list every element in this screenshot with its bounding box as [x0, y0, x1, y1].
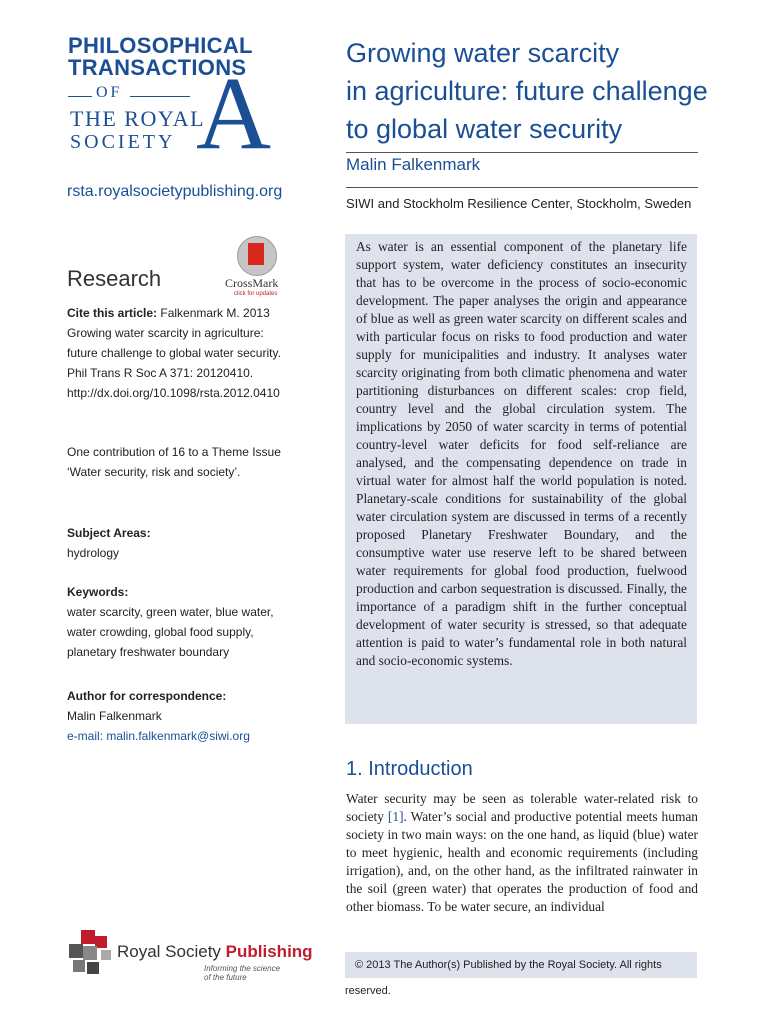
publisher-tagline — [204, 964, 280, 982]
intro-text-part: . Water’s social and productive potential meets human society in two main ways: on the one hand, as liquid (blue) water to meet hygienic, health and economic requirements (including irrigation), and, on the other hand, as the infiltrated rainwater in the soil (green water) that operates the production of food and other biomass. To be water secure, an individual — [346, 809, 698, 914]
citation-label: Cite this article: — [67, 306, 158, 320]
article-title-line: to global water security — [346, 114, 623, 144]
correspondence-email-link[interactable]: e-mail: malin.falkenmark@siwi.org — [67, 729, 250, 743]
copyright-bar — [345, 952, 697, 997]
journal-url-link[interactable]: rsta.royalsocietypublishing.org — [67, 183, 283, 200]
publisher-tagline-line: Informing the science — [204, 964, 281, 973]
crossmark-badge[interactable] — [217, 236, 297, 304]
correspondence-label: Author for correspondence: — [67, 689, 227, 703]
subject-areas-value: hydrology — [67, 546, 120, 560]
royal-society-publishing-logo-icon — [67, 928, 117, 978]
theme-issue-note: One contribution of 16 to a Theme Issue ‘Water security, risk and society’. — [67, 445, 281, 479]
keywords-block — [67, 582, 297, 662]
doi-link[interactable]: http://dx.doi.org/10.1098/rsta.2012.0410 — [67, 386, 280, 400]
intro-text-part: Water security may be seen as tolerable water-related risk to society — [346, 791, 698, 824]
author-affiliation: SIWI and Stockholm Resilience Center, Stockholm, Sweden — [346, 196, 692, 211]
reference-link[interactable]: [1] — [387, 809, 404, 824]
correspondence-block — [67, 686, 297, 746]
crossmark-sublabel: click for updates — [234, 291, 278, 297]
journal-series-letter: A — [196, 56, 272, 171]
title-divider — [346, 152, 698, 153]
crossmark-ribbon-icon — [248, 243, 264, 265]
abstract-text: As water is an essential component of the planetary life support system, water deficiency constitutes an insecurity that has to be overcome in the process of socio-economic development. The paper analyses the origin and appearance of blue as well as green water scarcity on different scales and with particular focus on risks to food production and water supply for municipalities and industry. It analyses water scarcity originating from both climatic phenomena and water partitioning disturbances on different scales: crop field, country level and the global circulation system. The implications by 2050 of water scarcity in terms of potential country-level water deficits for food self-reliance are analysed, and the compensating dependence on trade in virtual water for almost half the world population is noted. Planetary-scale conditions for sustainability of the global water circulation system are discussed in terms of a recently proposed Planetary Freshwater Boundary, and the consumptive water use reserve left to be shared between water requirements for global food production, fuelwood production and carbon sequestration is discussed. Finally, the importance of a paradigm shift in the further conceptual development of water security is stressed, so that adequate attention is paid to water’s fundamental role in both natural and socio-economic systems. — [356, 239, 687, 668]
publisher-name — [117, 942, 313, 962]
article-author: Malin Falkenmark — [346, 155, 481, 174]
journal-name-royal: THE ROYAL — [70, 106, 206, 131]
publisher-name-bold: Publishing — [225, 942, 313, 961]
crossmark-label: CrossMark — [225, 276, 279, 290]
journal-name-line1: PHILOSOPHICAL — [68, 33, 253, 58]
article-type-label: Research — [67, 266, 162, 291]
introduction-paragraph — [346, 790, 698, 916]
keywords-value: water scarcity, green water, blue water, water crowding, global food supply, planetary freshwater boundary — [67, 605, 274, 659]
subject-areas-label: Subject Areas: — [67, 526, 151, 540]
keywords-label: Keywords: — [67, 585, 129, 599]
article-title-line: Growing water scarcity — [346, 38, 620, 68]
copyright-text: © 2013 The Author(s) Published by the Royal Society. All rights reserved. — [345, 959, 662, 997]
logo-rule-right — [130, 96, 190, 97]
citation-text: Falkenmark M. 2013 Growing water scarcity in agriculture: future challenge to global water security. Phil Trans R Soc A 371: 20120410. — [67, 306, 281, 380]
abstract-box — [345, 234, 697, 724]
subject-areas-block — [67, 523, 297, 563]
journal-name-society: SOCIETY — [70, 131, 176, 153]
journal-name-line2: TRANSACTIONS — [68, 55, 247, 80]
publisher-name-part: Royal Society — [117, 942, 226, 961]
correspondence-name: Malin Falkenmark — [67, 709, 162, 723]
logo-rule-left — [68, 96, 92, 97]
section-heading-introduction: 1. Introduction — [346, 758, 473, 780]
author-divider — [346, 187, 698, 188]
publisher-tagline-line: of the future — [204, 973, 247, 982]
journal-name-of: OF — [96, 84, 123, 101]
article-title-line: in agriculture: future challenge — [346, 76, 708, 106]
article-title — [346, 34, 726, 148]
citation-block — [67, 303, 297, 403]
